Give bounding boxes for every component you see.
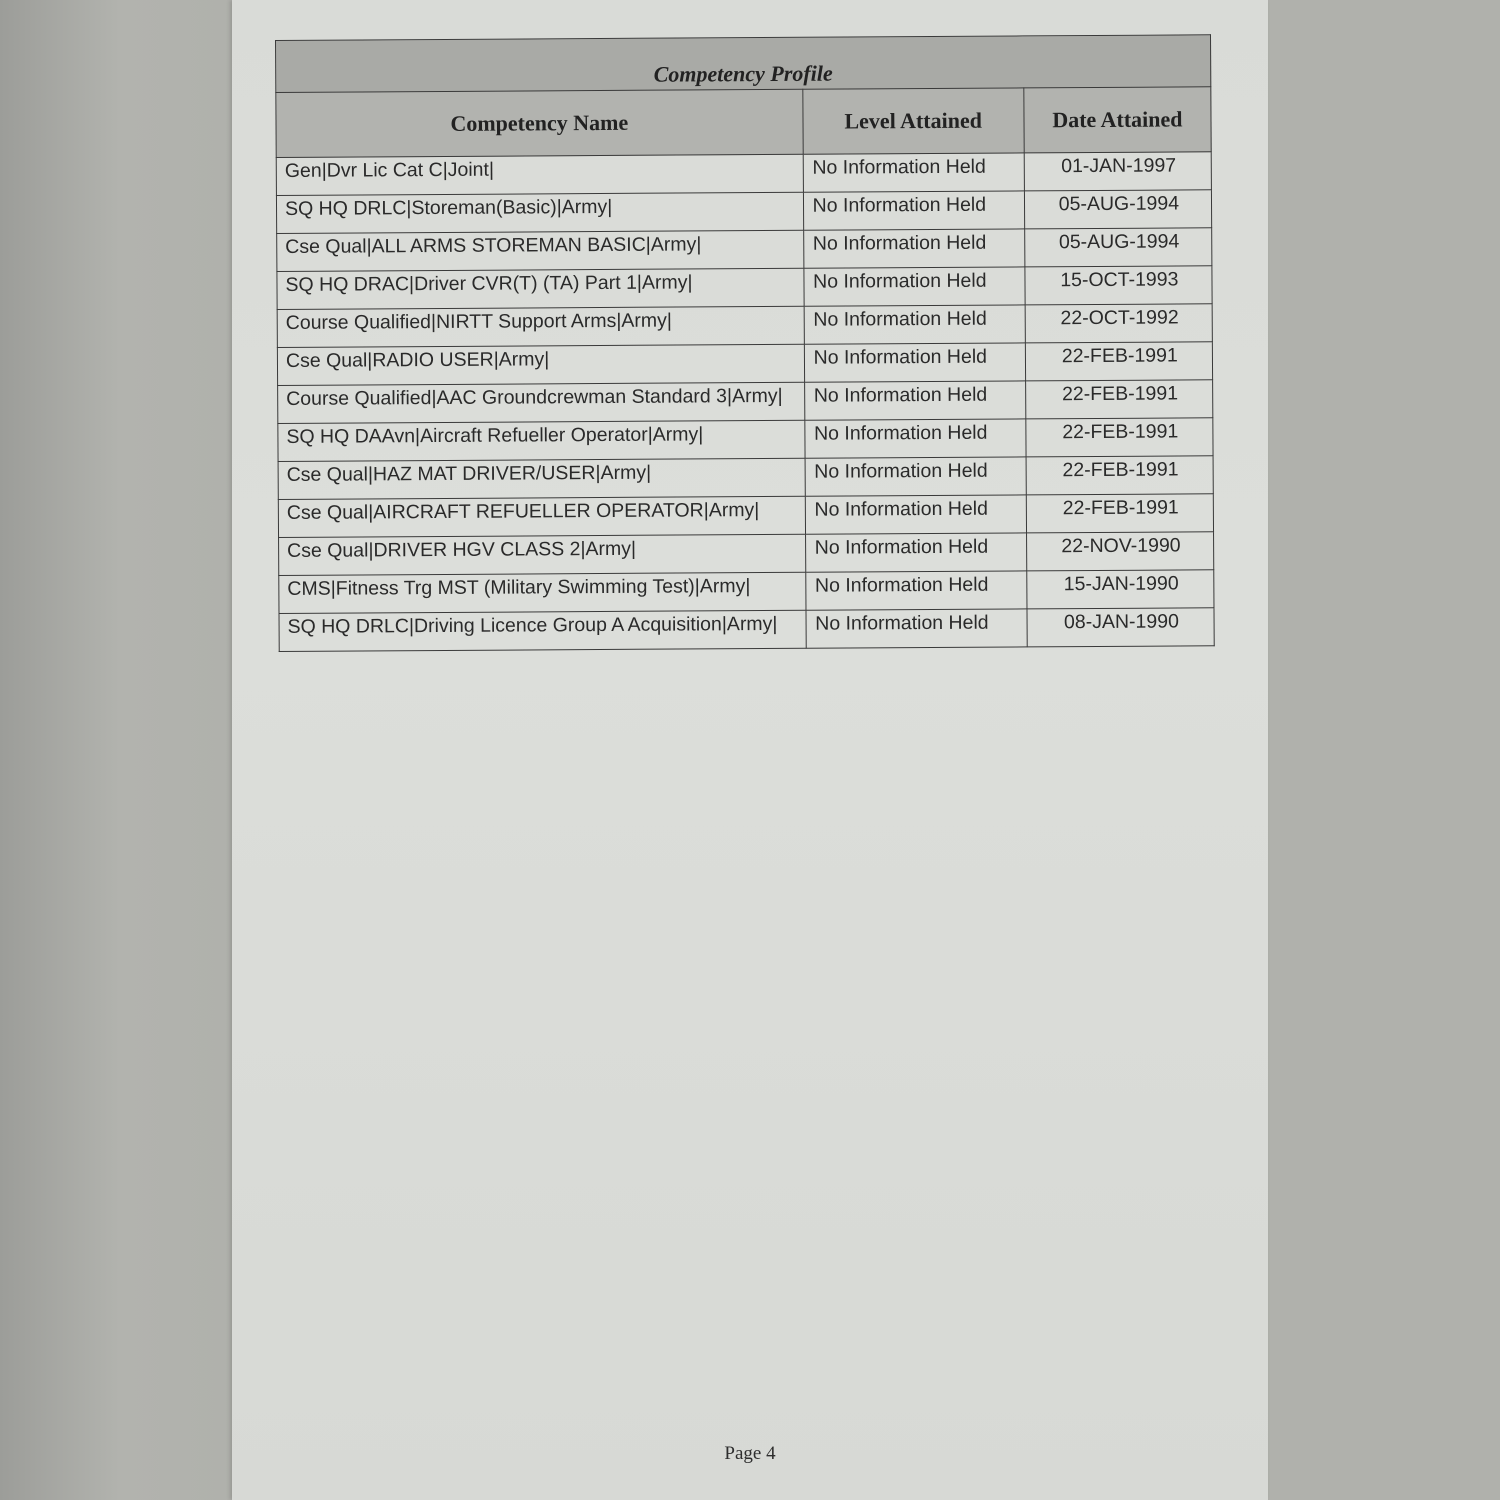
level-attained-cell: No Information Held: [804, 381, 1025, 420]
date-attained-cell: 05-AUG-1994: [1024, 228, 1211, 267]
table-title: Competency Profile: [276, 35, 1211, 93]
table-row: [277, 304, 1212, 348]
competency-name-cell: Course Qualified|AAC Groundcrewman Standard 3|Army|: [278, 382, 805, 423]
level-attained-cell: No Information Held: [805, 495, 1026, 534]
document-page: [232, 0, 1268, 1500]
competency-name-cell: Cse Qual|DRIVER HGV CLASS 2|Army|: [279, 534, 806, 575]
table-row: [276, 190, 1211, 234]
competency-name-cell: Cse Qual|ALL ARMS STOREMAN BASIC|Army|: [277, 230, 804, 271]
level-attained-cell: No Information Held: [805, 533, 1026, 572]
competency-name-cell: SQ HQ DRAC|Driver CVR(T) (TA) Part 1|Army|: [277, 268, 804, 309]
table-row: [277, 228, 1212, 272]
date-attained-cell: 05-AUG-1994: [1024, 190, 1211, 229]
competency-name-cell: SQ HQ DAAvn|Aircraft Refueller Operator|Army|: [278, 420, 805, 461]
competency-profile-table: [275, 34, 1215, 652]
header-competency-name: Competency Name: [276, 89, 803, 157]
table-row: [277, 266, 1212, 310]
header-level-attained: Level Attained: [802, 88, 1024, 154]
competency-name-cell: Gen|Dvr Lic Cat C|Joint|: [276, 154, 803, 195]
level-attained-cell: No Information Held: [804, 343, 1025, 382]
competency-name-cell: SQ HQ DRLC|Storeman(Basic)|Army|: [276, 192, 803, 233]
date-attained-cell: 22-FEB-1991: [1026, 418, 1213, 457]
level-attained-cell: No Information Held: [806, 609, 1027, 648]
table-row: [279, 570, 1214, 614]
level-attained-cell: No Information Held: [805, 457, 1026, 496]
date-attained-cell: 22-FEB-1991: [1025, 380, 1212, 419]
table-row: [276, 152, 1211, 196]
level-attained-cell: No Information Held: [804, 305, 1025, 344]
header-date-attained: Date Attained: [1024, 87, 1212, 153]
table-row: [278, 494, 1213, 538]
competency-name-cell: Cse Qual|HAZ MAT DRIVER/USER|Army|: [278, 458, 805, 499]
table-row: [278, 456, 1213, 500]
level-attained-cell: No Information Held: [804, 419, 1025, 458]
competency-name-cell: CMS|Fitness Trg MST (Military Swimming Test)|Army|: [279, 572, 806, 613]
level-attained-cell: No Information Held: [803, 191, 1024, 230]
competency-name-cell: Course Qualified|NIRTT Support Arms|Army|: [277, 306, 804, 347]
date-attained-cell: 15-OCT-1993: [1025, 266, 1212, 305]
competency-name-cell: Cse Qual|AIRCRAFT REFUELLER OPERATOR|Army|: [278, 496, 805, 537]
level-attained-cell: No Information Held: [803, 229, 1024, 268]
date-attained-cell: 22-NOV-1990: [1026, 532, 1213, 571]
table-row: [279, 532, 1214, 576]
date-attained-cell: 22-OCT-1992: [1025, 304, 1212, 343]
date-attained-cell: 22-FEB-1991: [1026, 494, 1213, 533]
date-attained-cell: 15-JAN-1990: [1027, 570, 1214, 609]
competency-name-cell: Cse Qual|RADIO USER|Army|: [277, 344, 804, 385]
table-body: [276, 152, 1214, 652]
date-attained-cell: 22-FEB-1991: [1026, 456, 1213, 495]
competency-name-cell: SQ HQ DRLC|Driving Licence Group A Acquisition|Army|: [279, 610, 806, 651]
table-row: [278, 380, 1213, 424]
level-attained-cell: No Information Held: [803, 153, 1024, 192]
table-header-row: [276, 87, 1211, 158]
table-row: [277, 342, 1212, 386]
date-attained-cell: 08-JAN-1990: [1027, 608, 1214, 647]
table-row: [279, 608, 1214, 652]
table-title-row: [276, 35, 1211, 93]
table-row: [278, 418, 1213, 462]
date-attained-cell: 22-FEB-1991: [1025, 342, 1212, 381]
level-attained-cell: No Information Held: [805, 571, 1026, 610]
date-attained-cell: 01-JAN-1997: [1024, 152, 1211, 191]
page-number: Page 4: [724, 1443, 776, 1464]
level-attained-cell: No Information Held: [804, 267, 1025, 306]
